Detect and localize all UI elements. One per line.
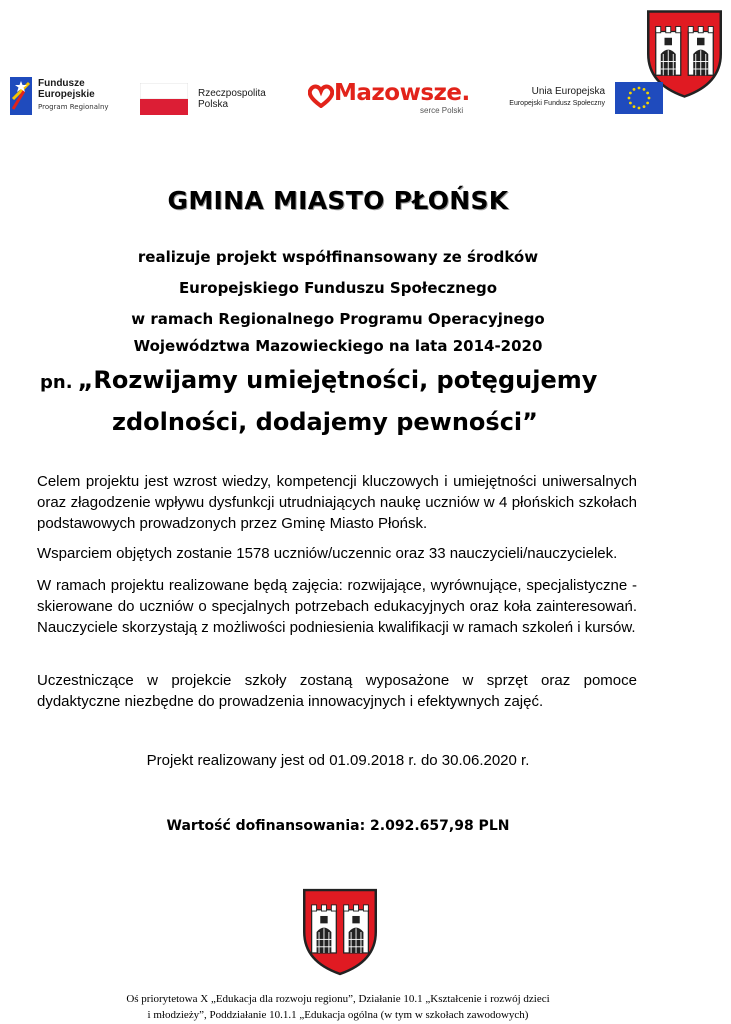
- eu-flag-icon: [615, 82, 663, 114]
- project-title-part-2: zdolności, dodajemy pewności”: [112, 408, 538, 436]
- project-title-part-1: „Rozwijamy umiejętności, potęgujemy: [77, 366, 598, 394]
- paragraph-support: Wsparciem objętych zostanie 1578 uczniów/uczennic oraz 33 nauczycieli/nauczycielek.: [37, 545, 618, 562]
- fundusze-europejskie-logo: [10, 75, 120, 119]
- unia-europejska-logo: [505, 82, 665, 116]
- mazowsze-tagline: serce Polski: [420, 106, 464, 115]
- rzeczpospolita-polska-logo: [140, 83, 290, 115]
- mazowsze-name: Mazowsze.: [334, 80, 470, 106]
- project-period: Projekt realizowany jest od 01.09.2018 r. do 30.06.2020 r.: [146, 752, 530, 769]
- fe-line2: Europejskie: [38, 89, 95, 100]
- paragraph-activities: W ramach projektu realizowane będą zajęcia: rozwijające, wyrównujące, specjalistyczne - skierowane do uczniów o specjalnych potrzebach edukacyjnych oraz koła zainteresowań. Nauczyciele skorzystają z możliwości podniesienia kwalifikacji w ramach szkoleń i kursów.: [37, 577, 637, 636]
- city-crest-bottom-icon: [303, 888, 377, 976]
- intro-line-4: Województwa Mazowieckiego na lata 2014-2020: [133, 337, 543, 355]
- rp-line1: Rzeczpospolita: [198, 88, 266, 99]
- footer-line-1: Oś priorytetowa X „Edukacja dla rozwoju regionu”, Działanie 10.1 „Kształcenie i rozwój dzieci: [126, 993, 550, 1005]
- project-name-line-1: [40, 366, 597, 394]
- ue-line1: Unia Europejska: [531, 86, 605, 97]
- polish-flag-icon: [140, 83, 188, 115]
- intro-line-2: Europejskiego Funduszu Społecznego: [178, 279, 498, 297]
- fe-line3: Program Regionalny: [38, 103, 109, 111]
- project-prefix: pn.: [40, 372, 73, 393]
- mazowsze-heart-icon: [308, 84, 334, 108]
- paragraph-goal: Celem projektu jest wzrost wiedzy, kompetencji kluczowych i umiejętności uniwersalnych oraz złagodzenie wpływu dysfunkcji utrudniających naukę uczniów w 4 płońskich szkołach podstawowych prowadzonych przez Gminę Miasto Płońsk.: [37, 473, 637, 532]
- funding-value: Wartość dofinansowania: 2.092.657,98 PLN: [166, 818, 510, 834]
- ue-line2: Europejski Fundusz Społeczny: [509, 100, 605, 107]
- mazowsze-logo: [308, 80, 478, 120]
- fe-line1: Fundusze: [38, 78, 85, 89]
- fe-star-icon: [10, 77, 32, 115]
- paragraph-equipment: Uczestniczące w projekcie szkoły zostaną wyposażone w sprzęt oraz pomoce dydaktyczne niezbędne do prowadzenia innowacyjnych i efektywnych zajęć.: [37, 672, 637, 710]
- intro-line-3: w ramach Regionalnego Programu Operacyjnego: [131, 310, 545, 328]
- intro-line-1: realizuje projekt współfinansowany ze środków: [137, 248, 539, 266]
- rp-line2: Polska: [198, 99, 229, 110]
- footer-line-2: i młodzieży”, Poddziałanie 10.1.1 „Edukacja ogólna (w tym w szkołach zawodowych): [147, 1009, 529, 1021]
- page-title: GMINA MIASTO PŁOŃSK: [167, 186, 509, 215]
